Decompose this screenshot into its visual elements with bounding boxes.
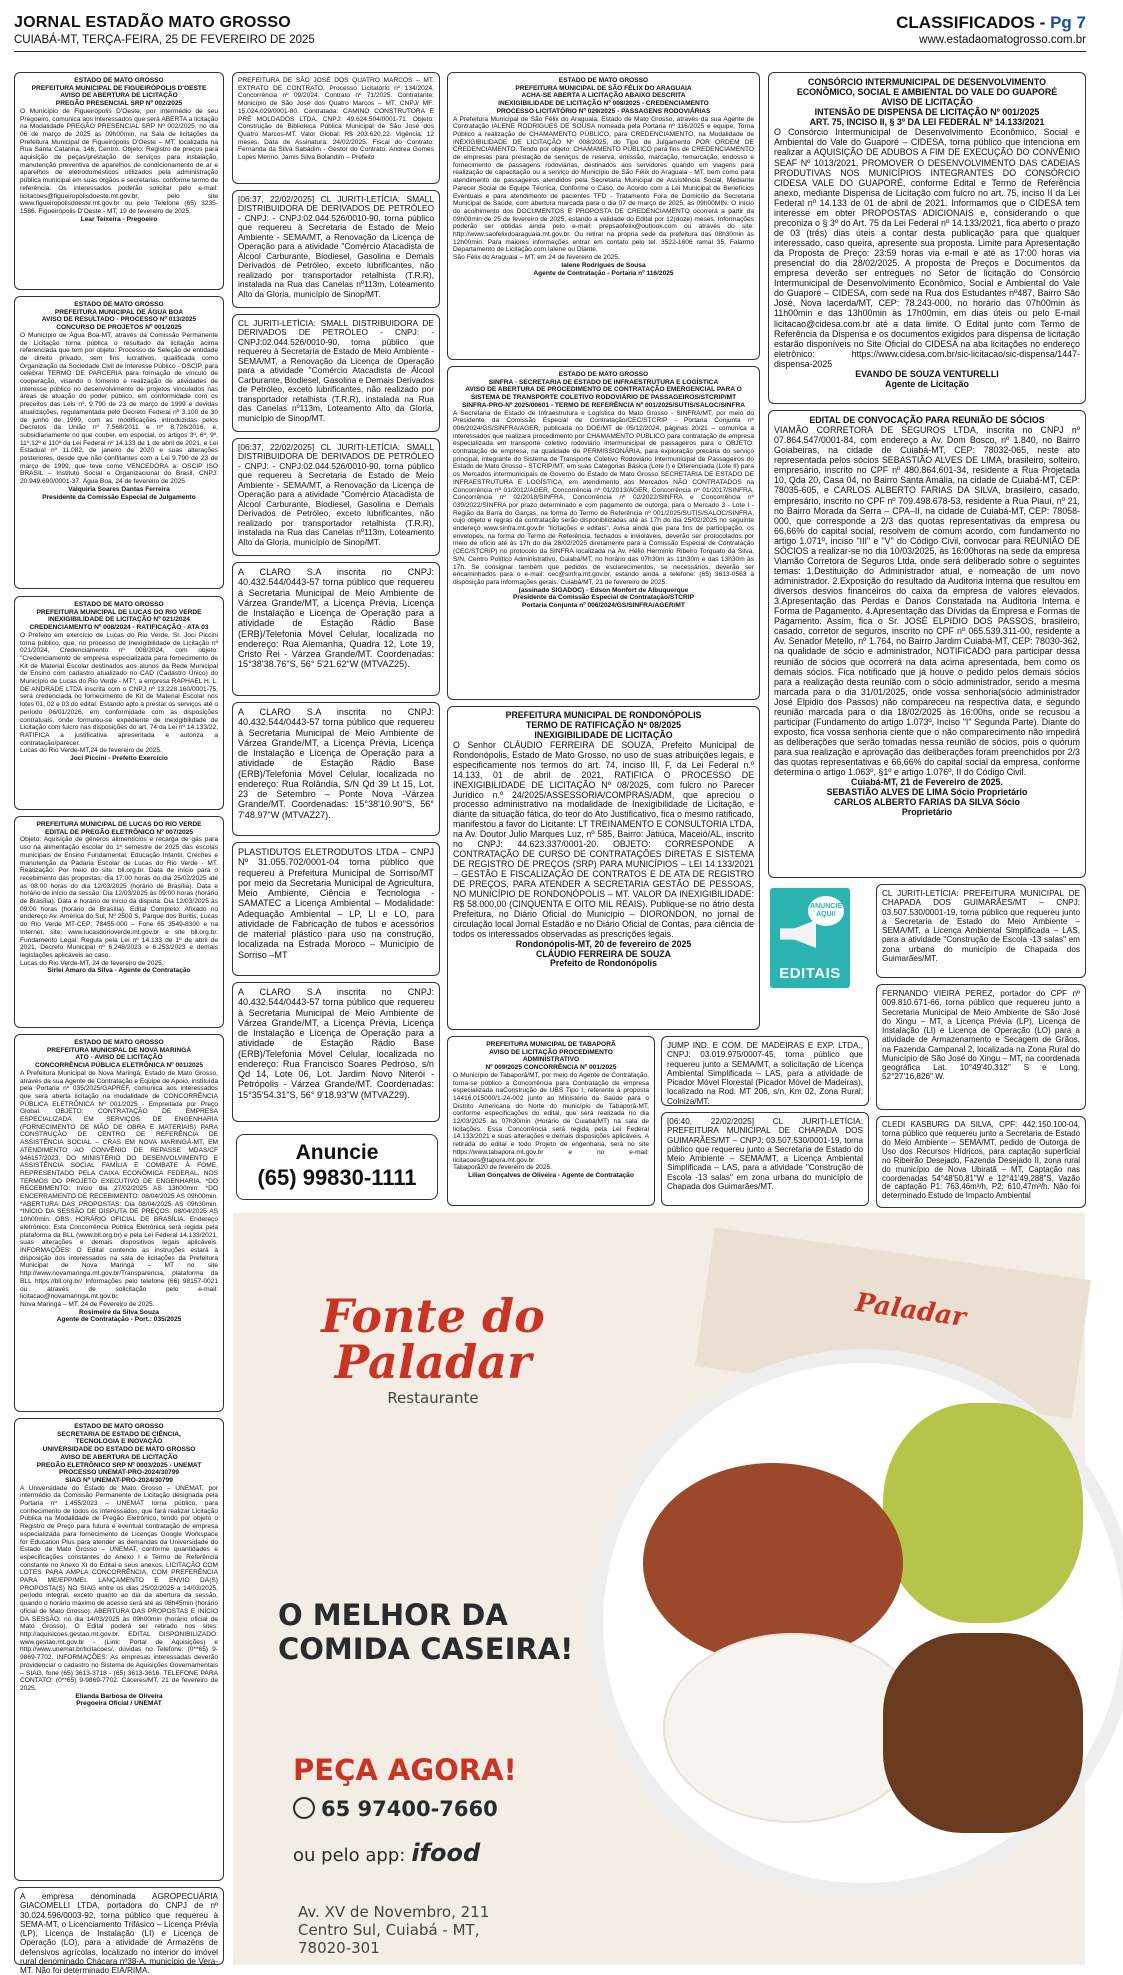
notice-viamao bbox=[768, 410, 1086, 878]
notice-body: A CLARO S.A inscrita no CNPJ: 40.432.544/0443-57 torna público que requereu à Secretaria Municipal de Meio Ambiente de Várzea Grande/MT, a Licença Prévia, Licença de Instalação e Licença de Operação para a atividade de Estação Rádio Base (ERB)/Telefonia Móvel Celular, localizada no endereço: Rua Rolândia, S/N Qd 39 Lt 15, Lot. 23 de Setembro – Ponte Nova -Várzea Grande/MT. Coordenadas: 15°38'10.90"S, 56° 7'48.97"W (MTVAZ27). bbox=[238, 707, 434, 820]
notice-claro-1 bbox=[232, 562, 440, 696]
notice-body: CL JURITI-LETÍCIA: PREFEITURA MUNICIPAL DE CHAPADA DOS GUIMARÃES/MT – CNPJ: 03.507.530/0001-19, torna público que requereu junto a Secretaria de Estado do Meio Ambiente – SEMA/MT, a Licença Ambiental Simplificada – LAS, para a atividade "Construção de Escola -13 salas" em zona urbana do município de Chapada dos Guimarães/MT. bbox=[882, 889, 1080, 963]
notice-claro-2 bbox=[232, 702, 440, 836]
section-title bbox=[896, 13, 1086, 33]
anuncie-box bbox=[236, 1134, 438, 1200]
notice-body: A Universidade do Estado de Mato Grosso – UNEMAT, por intermédio da Comissão Permanente de Licitação designada pela Portaria nº 1.455/2023 – UNEMAT torna público, para conhecimento de todos os interessados, que fará realizar Licitação Pública na Modalidade de Pregão Eletrônico, tendo por objeto o Registro de Preço para futura e eventual contratação de empresa especializada para fornecimento de Licenças Google Workspace for Education Plus para atender as demandas da Universidade do Estado de Mato Grosso – UNEMAT, conforme quantidades e especificações constantes do Anexo I e Termo de Referência constante no Anexo XI do Edital e seus anexos. LICITAÇÃO COM LOTES PARA AMPLA CONCORRÊNCIA, COM PREFERÊNCIA PARA ME/EPP/MEI. LANÇAMENTO E ENVIO DA(S) PROPOSTA(S) NO SIAG entre os dias 25/02/2025 a 14/03/2025, período integral, exceto quanto ao dia da abertura da sessão, quando o horário máximo de acesso será até as 08h45min (horário oficial de Mato Grosso). ABERTURA DAS PROPOSTAS E INÍCIO DA SESSÃO: no dia 14/03/2025 às 09h00min (horário oficial de Mato Grosso). O Edital poderá ser retirado nos sites: http://aquisicoes.gestao.mt.gov.br. EDITAL DISPONIBILIZADO: www.gestao.mt.gov.br - (Link: Portal de Aquisições) e http://www.unemat.br/licitacoes/, dúvidas no Telefone: (0**65) 9-9869-7702. INFORMAÇÕES: As empresas interessadas deverão providenciar o cadastro no Sistema de Aquisições Governamentais – SIAG, fone (65) 3613-3718 - (65) 3613-3616. TELEFONE PARA CONTATO: (0**65) 9-9869-7702. Cáceres/MT, 21 de fevereiro de 2025. bbox=[20, 1484, 218, 1692]
anuncie-title: Anuncie bbox=[295, 1141, 379, 1164]
notice-body: A CLARO S.A inscrita no CNPJ: 40.432.544/0443-57 torna público que requereu à Secretaria Municipal de Meio Ambiente de Várzea Grande/MT, a Licença Prévia, Licença de Instalação e Licença de Operação para a atividade de Estação Rádio Base (ERB)/Telefonia Móvel Celular, localizada no endereço: Rua Francisco Soares Pedroso, s/n Qd 14, Lote 06, Lot. Jardim Novo Niterói - Petrópolis - Várzea Grande/MT. Coordenadas: 15°35'54.31"S, 56° 9'18.93"W (MTVAZ29). bbox=[238, 987, 434, 1100]
restaurant-ad bbox=[233, 1213, 1085, 1965]
notice-body: O Município de Tabaporã/MT, por meio do Agente de Contratação, torna-se público a Concorrência para Contratação de empresa especializada naConstrução de UBS Tipo I, referente à proposta 14416.015000/1-24-002 junto ao Ministério da Saúde para o Distrito Americana do Norte do município de Tabaporã-MT, conforme especificações do edital, que será realizada no dia 12/03/2025 às 07h30min (Horário de Cuiabá/MT) na sala de licitações. Essa Concorrência será regida pela Lei Federal 14.133/2021 e suas alterações e demais disposições aplicáveis. A retirada do edital e todo Projeto de engenharia, será no site https://www.tabapora.mt.gov.br e no e-mail: licitacoes@tapora.mt.gov.br Tabaporã20 de fevereiro de 2025. bbox=[453, 1071, 649, 1172]
notice-sao-felix bbox=[447, 72, 760, 360]
notice-body: PREFEITURA DE SÃO JOSÉ DOS QUATRO MARCOS – MT. EXTRATO DE CONTRATO. Processo Licitatório nº 134/2024. Concorrência nº 09/2024. Contrato nº 71/2025. Contratante: Município de São José dos Quatro Marcos – MT. CNPJ/ MF: 15.024.029/0001-80. Contratada: CAMINO CONSTRUTORA E PRÉ MOLDADOS LTDA. CNPJ: 49.624.504/0001-71. Objeto: Construção de Biblioteca Pública Municipal de São José dos Quatro Marcos-MT. Valor Global: R$ 203.620,22. Vigência: 12 meses. Data de Assinatura: 24/02/2025. Fiscal do Contrato: Fernanda da Silva Sabadim - Gestor do Contrato: Andrea Gomes Lopes Merino. Jamis Silva Bolandim – Prefeito bbox=[238, 77, 434, 162]
notice-signature: Sirlei Amaro da Silva - Agente de Contratação bbox=[47, 967, 191, 975]
notice-body: O Município de Figueirópolis D'Oeste, por intermédio de seu Pregoeiro, comunica aos interessados que será ABERTA a licitação na Modalidade PREGÃO PRESENCIAL SRP Nº 002/2025, no dia 06 de março de 2025 às 09h00min, na Sala de licitações da Prefeitura Municipal de Figueirópolis D'Oeste – MT, localizada na Rua Santa Catarina, 146, Centro. Objeto: Registro de preços para aquisição de peças/prestação de serviços para instalação, manutenção preventiva de aparelhos de condicionamento de ar e aparelhos de eletrodomésticos utilizados pela administração pública municipal em suas órgãos e secretarias, conforme termo de referência. Os interessados poderão solicitar pelo e-mail: licitacoes@figueiropolisdoeste.mt.gov.br, pelo site www.figueiropolisdoeste.mt.gov.br ou pelo Telefone (65) 3235-1586. Figueirópolis D'Oeste - MT, 19 de fevereiro de 2025. bbox=[20, 107, 218, 215]
notice-body: Objeto: Aquisição de gêneros alimentícios e recarga de gás para uso na alimentação escolar do 1º semestre de 2025 das escolas municipais de Ensino Fundamental, Educação Infantil, Creches e manutenção da Padaria Escolar de Lucas do Rio Verde - MT. Realização: Por meio do site: bll.org.br. Data de início para o recebimento das propostas: dia 17:00 horas do dia 25/02/2025 até as 08:00 horas do dia 12/03/2025 (horário de Brasília). Data e horário de início da sessão: Dia 12/03/2025 às 09:00 horas (horário de Brasília). Data e horário de início da disputa: Dia 12/03/2025 às 09:00 horas (horário de Brasília). Edital Completo: Afixado no endereço Av. América do Sul, Nº 2500 S, Parque dos Buritis, Lucas do Rio Verde MT-CEP: 78455-000 – Fone 65 3549-8300 e na Internet, site: www.lucasdorioverde.mt.gov.br e site bll.org.br. Fundamento Legal: Regula pela Lei nº 14.133 de 1º de abril de 2021, Decreto Municipal nº 6.248/2023 e 6.253/2023 e demais legislações aplicáveis ao caso. Lucas do Rio Verde-MT, 24 de fevereiro de 2025. bbox=[20, 836, 218, 967]
notice-cl-chapada-2 bbox=[876, 884, 1086, 978]
page-header bbox=[14, 12, 1086, 52]
notice-body: PLASTIDUTOS ELETRODUTOS LTDA – CNPJ Nº 31.055.702/0001-04 torna público que requereu à Prefeitura Municipal de Sorriso/MT por meio da Secretaria Municipal de Agricultura, Meio Ambiente, Ciência e Tecnologia - SAMATEC a Licença Ambiental – Modalidade: Adequação Ambiental – LP, LI e LO, para atividade de Fabricação de tubos e acessórios de material plástico para uso na construção, localizada na Estrada Moroco – Município de Sorriso –MT bbox=[238, 847, 434, 960]
notice-title: CONSÓRCIO INTERMUNICIPAL DE DESENVOLVIMENTO ECONÔMICO, SOCIAL E AMBIENTAL DO VALE DO GUAPORÉ AVISO DE LICITAÇÃO INTENSÃO DE DISPENSA DE LICITAÇÃO Nº 001/2025 ART. 75, INCISO II, § 3º DA LEI FEDERAL Nº 14.133/2021 bbox=[796, 77, 1058, 128]
notice-signature: Lilian Gonçalves de Oliveira - Agente de Contratação bbox=[468, 1171, 634, 1179]
notice-body: CL JURITI-LETÍCIA: SMALL DISTRIBUIDORA DE DERIVADOS DE PETRÓLEO - CNPJ: - CNPJ:02.044.526/0010-90, torna público que requereu à Secretaria de Estado de Meio Ambiente - SEMA/MT, a Renovação da Licença de Operação para a atividade "Comércio Atacadista de Álcool Carburante, Biodiesel, Gasolina e Demais Derivados de Petróleo, exceto lubrificantes, não realizado por transportador retalhista (T.R.R), instalada na Rua das Canelas nº113m, Loteamento Alto da Gloria, município de Sinop/MT. bbox=[238, 318, 434, 423]
page-number: Pg 7 bbox=[1050, 13, 1086, 32]
ad-phone: 65 97400-7660 bbox=[321, 1797, 498, 1821]
notice-body: A Secretaria de Estado de Infraestrutura e Logística do Mato Grosso - SINFRA/MT, por meio do Presidente da Comissão Especial de Contratação/CEC/STCRIP - Portaria Conjunta nº 006/2024/GS/SINFRA/AGER, publicada no DOE/MT de 05/12/2024, páginas 20/21 – comunica a interessados que realizará procedimento por CHAMAMENTO PÚBLICO para contratação de empresa especializada em transporte coletivo rodoviário intermunicipal de passageiros para o OBJETO: contratação de empresa, na qualidade de PERMISSIONÁRIA, para exploração precária do serviço principal, integrante do Sistema de Transporte Coletivo Rodoviário Intermunicipal de Passageiros do Estado de Mato Grosso - STCRIP/MT, em suas Categorias Básica (Lote I) e Diferenciada (Lote II) para os Mercados intermunicipais de Governo do Estado de Mato Grosso SECRETARIA DE ESTADO DE INFRAESTRUTURA E LOGÍSTICA, em atendimento aos Mercados NÃO CONTRATADOS na Concorrência nº 01/2012/AGER, Concorrência nº 01/2013/AGER, Concorrência nº 01/2017/SINFRA, Concorrência nº 02/2018/SINFRA, Concorrência nº 02/2022/SINFRA e Concorrência nº 039/2022/SINFRA por prazo determinado e com pagamento de outorga, para o Mercado 3 - Lote I - Região da Barra do Garças, na forma do Termo de Referência nº 001/2025/SUTIS/SALOC/SINFRA, cujo objeto e regras da contratação serão disponibilizadas até às 17h do dia 25/02/2025 no seguinte endereço www.sinfra.mt.gov.br "licitações e editais". Avisa ainda que para fins de participação, os envelopes, na forma do Termo de Referência, fechados e invioláveis, deverão ser protocolados por meio de ofício até às 17h do dia 28/02/2025 diretamente para a Comissão Especial de Contratação (CEC/STCRIP) no protocolo da SINFRA localizada na Av. Hélio Hermínio Ribeiro Torquato da Silva, S/N, Centro Político Administrativo, Cuiabá/MT, no horário das 07h30m às 11h30m e das 13h30m às 17h. Se consignar também que pedidos de esclarecimentos, se necessários, deverão ser encaminhados para o e-mail: cec@sinfra.mt.gov.br, estando ainda a telefone: (65) 3613-0563 à disposição para informações gerais. Cuiabá/MT, 21 de fevereiro de 2025. bbox=[453, 409, 754, 586]
notice-title: ESTADO DE MATO GROSSO SECRETARIA DE ESTADO DE CIÊNCIA, TECNOLOGIA E INOVAÇÃO UNIVERSIDADE DO ESTADO DE MATO GROSSO AVISO DE ABERTURA DE LICITAÇÃO PREGÃO ELETRÔNICO SRP Nº 0003/2025 - UNEMAT PROCESSO UNEMAT-PRO-2024/30799 SIAG Nº UNEMAT-PRO-2024/30799 bbox=[36, 1423, 202, 1484]
ad-phone-row bbox=[293, 1797, 498, 1821]
notice-body: [06:37, 22/02/2025] CL JURITI-LETÍCIA: SMALL DISTRIBUIDORA DE DERIVADOS DE PETRÓLEO - CNPJ: - CNPJ:02.044.526/0010-90, torna público que requereu à Secretaria de Estado de Meio Ambiente - SEMA/MT, a Renovação da Licença de Operação para a atividade "Comércio Atacadista de Álcool Carburante, Biodiesel, Gasolina e Demais Derivados de Petróleo, exceto lubrificantes, não realizado por transportador retalhista (T.R.R), instalada na Rua das Canelas nº113m, Loteamento Alto da Gloria, município de Sinop/MT. bbox=[238, 442, 434, 547]
notice-title: ESTADO DE MATO GROSSO PREFEITURA MUNICIPAL DE NOVA MARINGÁ ATO - AVISO DE LICITAÇÃO CONCORRÊNCIA PÚBLICA ELETRÔNICA Nº 001/2025 bbox=[34, 1039, 203, 1070]
brand-subtitle: Restaurante bbox=[387, 1389, 479, 1407]
notice-body: CLEDI KASBURG DA SILVA, CPF: 442.150.100-04, torna público que requereu junto a Secretaria de Estado do Meio Ambiente – SEMA/MT, pedido de Outorga de Uso dos Recursos Hídricos, para captação superficial no Ribeirão Desejado, Fazenda Desejado II, zona rural do município de Nova Ubiratã – MT, Captação nas coordenadas 54°48'50,81"W e 12°41'49,288"S, Vazão de captação P1: 763,46m³/h, P2: 610,47m³/h. Não foi determinado Estudo de Impacto Ambiental bbox=[882, 1120, 1080, 1201]
notice-claro-3 bbox=[232, 982, 440, 1122]
ad-cta: PEÇA AGORA! bbox=[293, 1753, 517, 1787]
notice-title: PREFEITURA MUNICIPAL DE TABAPORÃ AVISO DE LICITAÇÃO PROCEDIMENTO ADMINISTRATIVO Nº 009/2025 CONCORRÊNCIA Nº 001/2025 bbox=[485, 1041, 617, 1072]
section-label: CLASSIFICADOS - bbox=[896, 13, 1046, 32]
notice-agropecuaria bbox=[14, 1887, 224, 1975]
notice-fernando bbox=[876, 984, 1086, 1110]
notice-signature: Rosimeire da Silva Souza Agente de Contratação - Port.: 035/2025 bbox=[56, 1308, 182, 1324]
site-url: www.estadaomatogrosso.com.br bbox=[919, 34, 1086, 46]
notice-signature: Joci Piccini - Prefeito Exercício bbox=[70, 755, 168, 763]
anuncie-phone: (65) 99830-1111 bbox=[257, 1165, 417, 1190]
notice-body: A empresa denominada AGROPECUÁRIA GIACOMELLI LTDA, portadora do CNPJ de nº 30.024.596/0003-92, torna público que requereu à SEMA-MT, o Licenciamento Trifásico – Licença Prévia (LP), Licença de Instalação (LI) e Licença de Operação (LO), para a atividade de Armazéns de defensivos agrícolas, localizado no interior do imóvel rural denominado Chácara nº38-A, município de Vera-MT. Não foi determinado EIA/RIMA. bbox=[20, 1892, 218, 1975]
notice-figueiropolis bbox=[14, 72, 224, 290]
notice-body: O Consórcio Intermunicipal de Desenvolvimento Econômico, Social e Ambiental do Vale do Guaporé – CIDESA, torna público que intenciona em realizar a AQUISIÇÃO DE ADUBOS A FIM DE EXECUÇÃO DO CONVÊNIO SEAF Nº 1013/2021, PROMOVER O DESENVOLVIMENTO DAS CADEIAS PRODUTIVAS NOS MUNICÍPIOS INTEGRANTES DO CONSÓRCIO CIDESA VALE DO GUAPORÉ, conforme Edital e Termo de Referência anexo, mediante Dispensa de Licitação com fulcro no art. 75, inciso II da Lei Federal nº 14.133 de 01 de abril de 2021. Informamos que o CIDESA tem interesse em obter PROPOSTAS ADICIONAIS e, considerando o que preconiza o § 3º do Art. 75 da Lei Federal nº 14.133/2021, fica aberto o prazo de 03 (três) dias úteis a contar desta publicação para que qualquer interessado, caso queira, apresente sua proposta. Limite para Apresentação da Proposta de Preço: 23:59 horas via e-mail e até as 17:00 horas via presencial do dia 28/02/2025. A proposta de Preços e Documentos da empresa deverão ser entregues no Setor de licitação do Consórcio Intermunicipal de Desenvolvimento Econômico, Social e Ambiental do Vale do Guaporé – CIDESA, com sede na Rua dos Estudantes nº487, Bairro São José, Nova lacerda/MT, CEP: 78.243-000, no horário das 07h00min às 11h00min e das 13h00min às 17h00min, em dias úteis ou pelo E-mail licitacao@cidesa.com.br até a data limite. O Edital junto com Termo de Referência da Dispensa e os documentos exigidos para dispensa de licitação estarão disponíveis no Site Oficial do CIDESA na aba licitações no endereço eletrônico: https://www.cidesa.com.br/sic-licitacao/sic-dispensa/1447-dispensa-2025 bbox=[774, 127, 1080, 369]
notice-title: ESTADO DE MATO GROSSO PREFEITURA MUNICIPAL DE SÃO FÉLIX DO ARAGUAIA ACHA-SE ABERTA A LICITAÇÃO ABAIXO DESCRITA INEXIGIBILIDADE DE LICITAÇÃO Nº 008/2025 - CREDENCIAMENTO PROCESSO LICITATÓRIO Nº 029/2025 - PASSAGENS RODOVIÁRIAS bbox=[496, 77, 711, 115]
notice-tabapora bbox=[447, 1036, 655, 1206]
notice-lucas-pregao bbox=[14, 816, 224, 1028]
restaurant-logo bbox=[293, 1289, 573, 1407]
notice-jump bbox=[661, 1036, 869, 1106]
notice-body: O Senhor CLÁUDIO FERREIRA DE SOUZA, Prefeito Municipal de Rondonópolis, Estado de Mato Grosso, no uso de suas atribuições legais, e especificamente nos termos do art. 74, inciso III, F, da Lei Federal n.º 14.133, 01 de abril de 2021, RATIFICA O PROCESSO DE INEXIGIBILIDADE DE LICITAÇÃO Nº 08/2025, com fulcro no Parecer Jurídico n.º 24/2025/ASSESSORIA/COMPRAS/ADM, que apreciou o processo administrativo na modalidade de Inexigibilidade de Licitação, e diante da situação fática, do teor do Ato Justificativo, fica o mesmo ratificado, manifestou a favor do Licitante: LT TREINAMENTO E CONSULTORIA LTDA, na Av. Doutor Julio Marques Luz, nº 585, Bairro: Jatiúca, Maceió/AL, inscrito no CNPJ: 44.623.337/0001-20. OBJETO: CORRESPONDE A CONTRATAÇÃO DE CURSO DE CONTRATAÇÕES DIRETAS E SISTEMA DE REGISTRO DE PREÇOS (SRP) PARA MUNICÍPIOS – LEI 14.133/2021 – GESTÃO E FISCALIZAÇÃO DE CONTRATOS E DE ATA DE REGISTRO DE PREÇOS, PARA ATENDER A SECRETARIA GESTÃO DE PESSOAS, NO MUNICÍPIO DE RONDONÓPOLIS – MT. VALOR DA INEXIGIBILIDADE: R$ 58.000,00 (CINQUENTA E OITO MIL REAIS). Publique-se no átrio desta Prefeitura, no Diário Oficial do Município – DIORONDON, no jornal de circulação local Jornal Estadão e no Diário Oficial de Contas, para ciência de todos os interessados observadas as prescrições legais. bbox=[453, 739, 754, 939]
notice-body: O Prefeito em exercício de Lucas do Rio Verde, Sr. Joci Piccini torna público, que, no processo de Inexigibilidade de Licitação nº 021/2024, Credenciamento nº 008/2024, com objeto: "Credenciamento de empresa especializada para fornecimento de Kit de Material Escolar destinados aos alunos da Rede Municipal de Ensino com cadastro atualizado no CAD (Cadastro Único) do Município de Lucas do Rio Verde - MT", a empresa RAPHAEL H. L. DE ANDRADE LTDA inscrita com o CNPJ nº 13.228.160/0001-75, será credenciada no fornecimento de Kit de Material Escolar nos lotes 01, 02 e 03 do edital. Estando apto a prestar os serviços até o período 06/01/2026, em conformidade com as disposições contratuais, onde formulou-se expediente de inexigibilidade de Licitação com fulcro nas disposições do art. 74 da Lei nº 14.133/22, RATIFICA a justificativa apresentada e autoriza a contratação/parecer. Lucas do Rio Verde-MT,24 de fevereiro de 2025. bbox=[20, 631, 218, 755]
notice-sinfra bbox=[447, 366, 760, 700]
notice-body: VIAMÃO CORRETORA DE SEGUROS LTDA, inscrita no CNPJ nº 07.864.547/0001-84, com endereço a Av. Dom Bosco, nº 1.840, no Bairro Goiabeiras, na cidade de Cuiabá-MT, CEP: 78032-065, neste ato representada pelos sócios SEBASTIÃO ALVES DE LIMA, brasileiro, solteiro, empresário, inscrito no CPF nº 480.864.601-34, residente a Rua Projetada 10, Qda 20, Casa 04, no Bairro Santa Amália, na cidade de Cuiabá-MT, CEP: 78035-605, e CARLOS ALBERTO FARIAS DA SILVA, brasileiro, casado, empresário, inscrito no CPF nº 709.498.678-53, residente a Rua Piauí, nº 21, no Bairro Morada da Serra – CPA–II, na cidade de Cuiabá-MT, CEP: 78058-000, que corresponde a 2/3 das quotas representativas da empresa ou 66,66% do capital social, resolvem de comum acordo, com fundamento no artigo 1.071º, inciso "III" e "V" do Código Civil, convocar para REUNIÃO DE SÓCIOS a realizar-se no dia 10/03/2025, às 16:00horas na sede da empresa Viamão Corretora de Seguros Ltda, onde será deliberado sobre o seguintes temas: 1.Destituição do Administrador atual, e nomeação de um novo administrador. 2.Exposição do resultado da Auditoria interna que resultou em diversos desvios financeiros do caixa da empresa de valores elevados. 3.Apresentação das Perdas e Danos Constatada na Auditoria Interna e Forma de Pagamento. 4.Apresentação das Dívidas da Empresa e Formas de Pagamento. Assim, fica o Sr. JOSÉ ELPIDIO DOS PASSOS, brasileiro, casado, corretor de seguros, inscrito no CPF nº 065.539.311-00, residente a Av. Senador Metello, nº 1.764, no Bairro Jardim Cuiabá-MT, CEP: 78030-362, na qualidade de sócio e administrador, NOTIFICADO para participar dessa reunião de sócios que ocorrerá na data acima apresentada, bem como os demais sócios. Fica notificado que já houve o pedido pelos demais sócios para a realização desta reunião com o sócio administrador, sendo a mesma marcada para o dia 31/01/2025, onde vossa senhoria(sócio administrador José Elpidio dos Passos) não compareceu na respectiva data, e segundo reunião marcada para o dia 18/02/2025 às 16:00hs, onde se recusou a participar (Fundamento do artigo 1.073º, Inciso "I" Segunda Parte). Diante do exposto, fica vossa senhoria ciente que o não comparecimento não impedirá as deliberações que serão tomadas nessa reunião de sócios, pois o quórum para sua realização e aprovação das deliberações foram preenchidos por 2/3 das quotas representativas e 66,66% do capital social da empresa, conforme determina o artigo 1.063º, §1º e artigo 1.076º, II do Código Civil. bbox=[774, 425, 1080, 778]
notice-body: A CLARO S.A inscrita no CNPJ: 40.432.544/0443-57 torna público que requereu à Secretaria Municipal de Meio Ambiente de Várzea Grande/MT, a Licença Prévia, Licença de Instalação e Licença de Operação para a atividade de Estação Rádio Base (ERB)/Telefonia Móvel Celular, localizada no endereço: Rua Alemanha, Quadra 12, Lote 19, Cristo Rei - Várzea Grande/MT. Coordenadas: 15°38'38.76"S, 56° 5'21.62"W (MTVAZ25). bbox=[238, 567, 434, 670]
beans-graphic bbox=[643, 1463, 903, 1663]
notice-cl-small-1 bbox=[232, 190, 440, 308]
notice-title: ESTADO DE MATO GROSSO PREFEITURA MUNICIPAL DE FIGUEIRÓPOLIS D'OESTE AVISO DE ABERTURA DE LICITAÇÃO PREGÃO PRESENCIAL SRP Nº 002/2025 bbox=[31, 77, 207, 108]
notice-signature: Cuiabá-MT, 21 de Fevereiro de 2025. SEBASTIÃO ALVES DE LIMA Sócio Proprietário CARLOS ALBERTO FARIAS DA SILVA Sócio Proprietário bbox=[826, 777, 1028, 818]
notice-cl-small-3 bbox=[232, 438, 440, 556]
notice-rondonopolis bbox=[447, 706, 760, 1030]
editais-badge bbox=[770, 888, 850, 988]
notice-body: A Prefeitura Municipal de Nova Maringá, Estado de Mato Grosso, através da sua Agente de Contratação e Equipe de Apoio, instituída pela Portaria nº 035/2025/GAPREF, comunica aos interessados que será aberta licitação na modalidade de CONCORRÊNCIA PÚBLICA ELETRÔNICA Nº 001/2025 - Empreitada por Preço Global. OBJETO: CONTRATAÇÃO DE EMPRESA ESPECIALIZADA EM SERVIÇOS DE ENGENHARIA (FORNECIMENTO DE MÃO DE OBRA E MATERIAIS) PARA CONSTRUÇÃO DE CENTRO DE REFERÊNCIA DE ASSISTÊNCIA SOCIAL – CRAS EM NOVA MARINGÁ-MT, EM ATENDIMENTO AO CONVÊNIO DE REPASSE MDAS/CF 946157/2023, DO MINISTÉRIO DO DESENVOLVIMENTO E ASSISTÊNCIA SOCIAL FAMÍLIA E COMBATE À FOME, REPRESENTADO PELA CAIXA ECONÔMICA FEDERAL, NOS TERMOS DO PROJETO EXECUTIVO DE ENGENHARIA. *DO RECEBIMENTO: Início dia 27/02/2025 AS 13h00min. *DO ENCERRAMENTO DE RECEBIMENTO: 08/04/2025 AS 09h00min. *ABERTURA DAS PROPOSTAS: Dia 08/04/2025 AS 09h30min. *INÍCIO DA SESSÃO DE DISPUTA DE PREÇOS: 08/04/2025 AS 10h00min: OBS: HORÁRIO OFICIAL DE BRASÍLIA. Endereço eletrônico: Esta Concorrência Pública Eletrônica será regida pela plataforma da BLL (www.bll.org.br) e pela Lei Federal 14.133/2021, suas alterações e demais dispositivos legais aplicáveis. INFORMAÇÕES: O Edital contendo as instruções estará à disposição dos interessados na sala de licitações da Prefeitura Municipal de Nova Maringá – MT no site http://www.novamaringa.mt.gov.br/Transparencia, plataforma da BLL https://bll.org.br/ Informações pelo telefone (66) 98157-0021 ou através de solicitação pelo e-mail: licitacao@novamaringa.mt.gov.br. Nova Maringá – MT, 24 de Fevereiro de 2025. bbox=[20, 1069, 218, 1308]
notice-signature: Elianda Barbosa de Oliveira Pregoeira Oficial / UNEMAT bbox=[75, 1692, 163, 1708]
notice-body: A Prefeitura Municipal de São Félix do Araguaia, Estado de Mato Grosso, através da sua Agente de Contratação IALENE RODRIGUES DE SOUSA nomeada pela Portaria nº 116/2025 e equipe, Torna Público a realização de CHAMAMENTO PÚBLICO, para CREDENCIAMENTO, na Modalidade de INEXIGIBILIDADE DE LICITAÇÃO Nº 008/2025, do Tipo de Julgamento POR ORDEM DE CREDENCIAMENTO. Tendo por objeto: CHAMAMENTO PÚBLICO para fins de CREDENCIAMENTO de empresas para prestação de serviços de reserva, emissão, marcação, remarcação, endosso e fornecimento de passagens rodoviárias, destinados aos servidores quando em viagens para realização de capacitação ou a serviço do Município de São Félix do Araguaia - MT, bem como para atendimento de passageiros atendidos pela Secretaria Municipal de Assistência Social, Mediante Parecer Social de Equipe Técnica, Conforme o Caso, de Acordo com a Lei Municipal de Benefícios Eventuais e para atendimento de pacientes TFD - Tratamento Fora de Domicílio da Secretaria Municipal de Saúde, com abertura marcada para o dia 07 de março de 2025, às 09h00MIN. O início do acolhimento dos DOCUMENTOS E PROPOSTA DE CREDENCIAMENTO ocorrerá a partir da 09h00min de 25 de fevereiro de 2025, estando a validade do Edital por 12(doze) meses. Informações poderão ser obtidas ainda pelo e-mail: prepsaofelix@outlook.com ou através do site: http://www.saofelixdoaraguaia.mt.gov.br. Ou retirar na própria sede da prefeitura das 08h30min às 12h00min. Para maiores informações entrar em contato pelo tel. 3522-1606 ramal 35, Falarmo Departamento de Licitação com Ialene ou Diante. São Félix do Araguaia – MT, em 24 de fevereiro de 2025. bbox=[453, 115, 754, 262]
notice-body: [06:40, 22/02/2025] CL JURITI-LETÍCIA: PREFEITURA MUNICIPAL DE CHAPADA DOS GUIMARÃES/MT – CNPJ: 03.507.530/0001-19, torna público que requereu junto a Secretaria de Estado do Meio Ambiente – SEMA/MT, a Licença Ambiental Simplificada – LAS, para a atividade "Construção de Escola -13 salas" em zona urbana do município de Chapada dos Guimarães/MT. bbox=[667, 1117, 863, 1191]
notice-title: ESTADO DE MATO GROSSO SINFRA - SECRETARIA DE ESTADO DE INFRAESTRUTURA E LOGÍSTICA AVISO DE ABERTURA DE PROCEDIMENTO DE CONTRATAÇÃO EMERGENCIAL PARA O SISTEMA DE TRANSPORTE COLETIVO RODOVIÁRIO DE PASSAGEIROS/STCRIP/MT SINFRA-PRO-Nº 2025/00601 - TERMO DE REFERÊNCIA Nº 001/2025/SUTIS/SALOC/SINFRA bbox=[461, 371, 746, 409]
editais-label: EDITAIS bbox=[779, 965, 841, 982]
megaphone-icon bbox=[780, 920, 816, 948]
notice-body: JUMP IND. E COM. DE MADEIRAS E EXP. LTDA., CNPJ: 03.019.975/0007-45, torna público que requereu junto a SEMA/MT, a solicitação de Licença Ambiental Simplificada – LAS, para a atividade de Picador Móvel Florestal (Picador Móvel de Madeiras), localizado na Rod. MT 206, s/n, Km 02, Zona Rural, Colniza/MT. bbox=[667, 1041, 863, 1106]
newspaper-title: JORNAL ESTADÃO MATO GROSSO bbox=[14, 14, 291, 31]
notice-body: FERNANDO VIEIRA PEREZ, portador do CPF nº 009.810.671-66, torna público que requereu junto a Secretaria Municipal de Meio Ambiente de São José do Xingu – MT, a Licença Prévia (LP), Licença de Instalação (LI) e Licença de Operação (LO) para a atividade de Armazenamento e Secagem de Grãos, na Fazenda Campanal 2, localizada na Zona Rural do Município de São José do Xingu – MT, na coordenada geográfica Lat. 10°49'40,312" S e Long. 52°27'16,826" W. bbox=[882, 989, 1080, 1082]
notice-unemat bbox=[14, 1418, 224, 1881]
notice-lucas-ratificacao bbox=[14, 596, 224, 810]
notice-body: [06:37, 22/02/2025] CL JURITI-LETÍCIA: SMALL DISTRIBUIDORA DE DERIVADOS DE PETRÓLEO - CNPJ: - CNPJ:02.044.526/0010-90, torna público que requereu à Secretaria de Estado de Meio Ambiente - SEMA/MT, a Renovação da Licença de Operação para a atividade "Comércio Atacadista de Álcool Carburante, Biodiesel, Gasolina e Demais Derivados de Petróleo, exceto lubrificantes, não realizado por transportador retalhista (T.R.R), instalada na Rua das Canelas nº113m, Loteamento Alto da Gloria, município de Sinop/MT. bbox=[238, 194, 434, 299]
notice-nova-maringa bbox=[14, 1034, 224, 1412]
dateline: CUIABÁ-MT, TERÇA-FEIRA, 25 DE FEVEREIRO DE 2025 bbox=[14, 34, 315, 46]
notice-signature: Valquiria Soares Dantas Ferreira Presidente da Comissão Especial de Julgamento bbox=[42, 485, 196, 501]
notice-signature: EVANDO DE SOUZA VENTURELLI Agente de Licitação bbox=[855, 368, 999, 389]
ad-app-row bbox=[293, 1839, 480, 1867]
notice-title: EDITAL DE CONVOCAÇÃO PARA REUNIÃO DE SÓCIOS bbox=[809, 415, 1045, 425]
notice-cl-chapada-1 bbox=[661, 1112, 869, 1206]
ad-headline: O MELHOR DA COMIDA CASEIRA! bbox=[278, 1598, 574, 1667]
ad-address: Av. XV de Novembro, 211 Centro Sul, Cuiabá - MT, 78020-301 bbox=[298, 1903, 490, 1957]
ad-app-prefix: ou pelo app: bbox=[293, 1845, 406, 1866]
notice-title: ESTADO DE MATO GROSSO PREFEITURA MUNICIPAL DE ÁGUA BOA AVISO DE RESULTADO - PROCESSO Nº 013/2025 CONCURSO DE PROJETOS Nº 001/2025 bbox=[41, 301, 197, 332]
whatsapp-icon bbox=[293, 1797, 315, 1819]
ifood-logo: ifood bbox=[411, 1839, 481, 1867]
notice-signature: Lear Teixeira - Pregoeiro bbox=[80, 215, 158, 223]
notice-plastidutos bbox=[232, 842, 440, 976]
notice-signature: Ialene Rodrigues de Sousa Agente de Contratação - Portaria nº 116/2025 bbox=[533, 261, 674, 277]
brand-name: Fonte do Paladar bbox=[321, 1289, 545, 1389]
anuncie-aqui-badge: ANUNCIE AQUI! bbox=[808, 896, 844, 926]
notice-cl-small-2 bbox=[232, 314, 440, 432]
notice-body: O Município de Água Boa-MT, através da Comissão Permanente de Licitação torna pública o resultado da licitação acima referenciada que tem por objeto: Processo de Seleção de entidade de direito privado, sem fins lucrativos, qualificada como Organização da Sociedade Civil de Interesse Público - OSCIP, para celebrar TERMO DE PARCERIA para formação de vínculo de cooperação, visando o fomento e realização de atividades de interesse público no desenvolvimento de projetos vinculados nas áreas de atuação do poder público, em conformidade com os preceitos das Leis nº. 9.790 de 23 de março de 1999 e devidas atualizações, regulamentada pelo Decreto Federal nº 3.100 de 30 de junho de 1999, com as modificações introduzidas pelos Decretos da União nº 7.568/2011 e nº 8.726/2016, e, subsidiariamente no que couber, em especial, os artigos 3º, 6º, 9º, 11º,12º e 110º da Lei Federal nº 14.133 de 1 de abril de 2021, e Lei Estadual nº 11.082, de janeiro de 2020 e suas alterações posteriores, desde que não conflitantes com a Lei 9.790 de 23 de março de 1999, que teve como VENCEDORA a: OSCIP ISO BRASIL – Instituto Social e Organizacional do Brasil, CNPJ: 20.949.690/0001-37. Água Boa, 24 de fevereiro de 2025. bbox=[20, 331, 218, 486]
notice-agua-boa bbox=[14, 296, 224, 589]
notice-title: ESTADO DE MATO GROSSO PREFEITURA MUNICIPAL DE LUCAS DO RIO VERDE INEXIGIBILIDADE DE LICITAÇÃO Nº 021/2024 CREDENCIAMENTO Nº 008/2024 - RATIFICAÇÃO - ATA 03 bbox=[29, 601, 209, 632]
napkin-logo: Paladar bbox=[853, 1287, 968, 1333]
notice-title: PREFEITURA MUNICIPAL DE RONDONÓPOLIS TERMO DE RATIFICAÇÃO Nº 08/2025 INEXIGIBILIDADE DE LICITAÇÃO bbox=[505, 710, 702, 740]
notice-sao-jose bbox=[232, 72, 440, 184]
notice-cidesa bbox=[768, 72, 1086, 404]
notice-signature: Rondonópolis-MT, 20 de fevereiro de 2025 CLÁUDIO FERREIRA DE SOUZA Prefeito de Rondonópolis bbox=[515, 938, 692, 969]
salad-graphic bbox=[883, 1403, 1083, 1623]
notice-title: PREFEITURA MUNICIPAL DE LUCAS DO RIO VERDE EDITAL DE PREGÃO ELETRÔNICO Nº 007/2025 bbox=[36, 821, 202, 836]
notice-signature: (assinado SIGADOC) - Edson Monfort de Albuquerque Presidente da Comissão Especial de Contratação/STCRIP Portaria Conjunta nº 006/2024/GS/SINFRA/AGER/MT bbox=[512, 586, 695, 610]
notice-cledi bbox=[876, 1116, 1086, 1208]
meat-graphic bbox=[883, 1633, 1083, 1833]
